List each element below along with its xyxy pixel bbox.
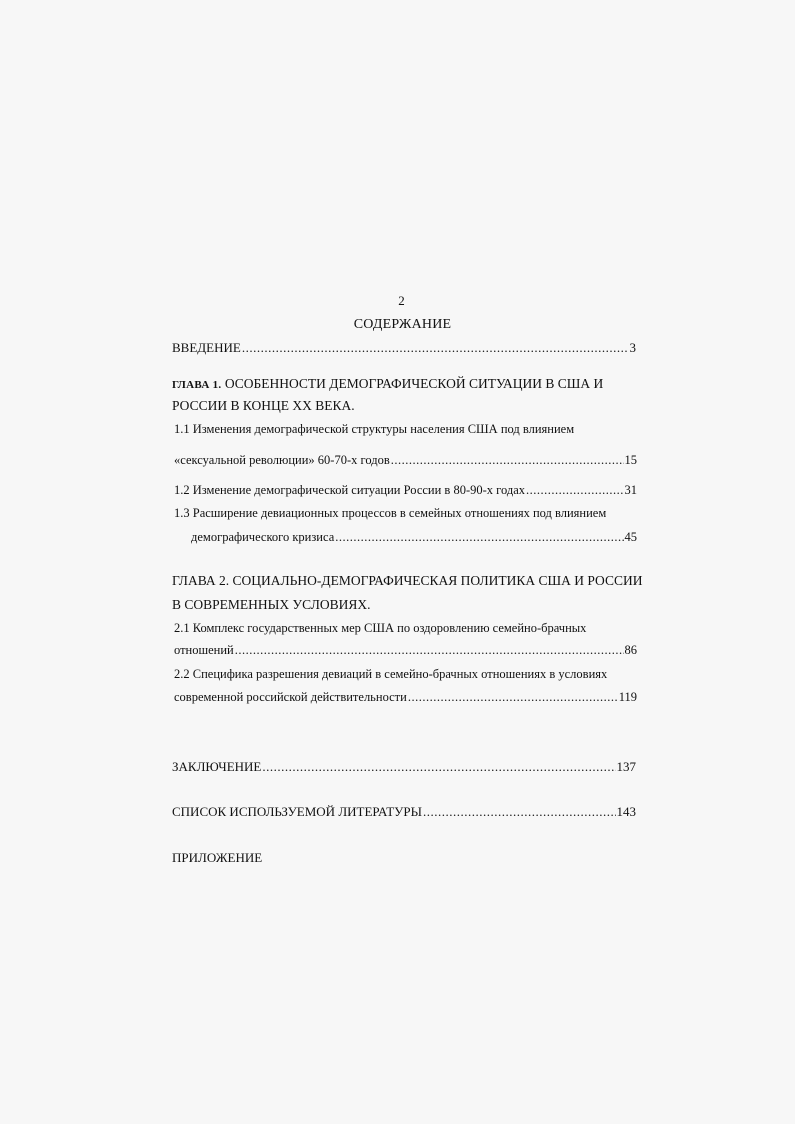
toc-entry-conclusion[interactable] [172,759,636,775]
toc-entry-page: 86 [624,643,637,657]
toc-entry-label: «сексуальной революции» 60-70-х годов [174,453,390,467]
chapter1-prefix: ГЛАВА 1. [172,379,222,391]
toc-entry-page: 15 [624,453,637,467]
leader-dots [262,759,615,775]
toc-entry-1-1[interactable] [174,453,637,468]
leader-dots [335,530,623,545]
toc-entry-page: 31 [624,483,637,497]
leader-dots [408,690,618,705]
chapter2-title-line1[interactable]: ГЛАВА 2. СОЦИАЛЬНО-ДЕМОГРАФИЧЕСКАЯ ПОЛИТИКА США И РОССИИ [172,573,643,588]
toc-entry-label: 1.2 Изменение демографической ситуации России в 80-90-х годах [174,483,526,497]
toc-title: СОДЕРЖАНИЕ [353,317,452,332]
toc-entry-page: 45 [624,530,637,544]
leader-dots [391,453,624,468]
leader-dots [235,643,624,658]
page-number: 2 [398,293,405,308]
chapter2-title-line2: В СОВРЕМЕННЫХ УСЛОВИЯХ. [172,597,371,612]
toc-entry-1-1-line1[interactable]: 1.1 Изменения демографической структуры населения США под влиянием [174,422,575,436]
toc-entry-appendix[interactable]: ПРИЛОЖЕНИЕ [172,850,263,865]
toc-entry-page: 143 [616,804,636,819]
toc-entry-2-1[interactable] [174,643,637,658]
chapter1-title-line2: РОССИИ В КОНЦЕ XX ВЕКА. [172,398,355,413]
toc-entry-1-2[interactable] [174,483,637,498]
toc-entry-label: современной российской действительности [174,690,407,704]
chapter1-title-text: ОСОБЕННОСТИ ДЕМОГРАФИЧЕСКОЙ СИТУАЦИИ В США И [221,376,604,391]
toc-entry-page: 3 [629,340,636,355]
leader-dots [242,340,629,356]
toc-entry-label: демографического кризиса [191,530,335,544]
toc-entry-1-3-line1[interactable]: 1.3 Расширение девиационных процессов в семейных отношениях под влиянием [174,506,607,520]
toc-entry-2-2[interactable] [174,690,637,705]
toc-entry-1-3[interactable] [191,530,637,545]
toc-entry-intro[interactable] [172,340,636,356]
toc-entry-page: 119 [618,690,637,704]
toc-entry-page: 137 [616,759,636,774]
toc-entry-bibliography[interactable] [172,804,636,820]
toc-entry-2-1-line1[interactable]: 2.1 Комплекс государственных мер США по оздоровлению семейно-брачных [174,621,587,635]
toc-entry-2-2-line1[interactable]: 2.2 Специфика разрешения девиаций в семейно-брачных отношениях в условиях [174,667,608,681]
leader-dots [423,804,616,820]
leader-dots [526,483,623,498]
toc-entry-label: ЗАКЛЮЧЕНИЕ [172,759,262,774]
toc-entry-label: ВВЕДЕНИЕ [172,340,241,355]
toc-entry-label: СПИСОК ИСПОЛЬЗУЕМОЙ ЛИТЕРАТУРЫ [172,804,422,819]
chapter1-title-line1[interactable] [172,376,603,392]
toc-entry-label: отношений [174,643,234,657]
